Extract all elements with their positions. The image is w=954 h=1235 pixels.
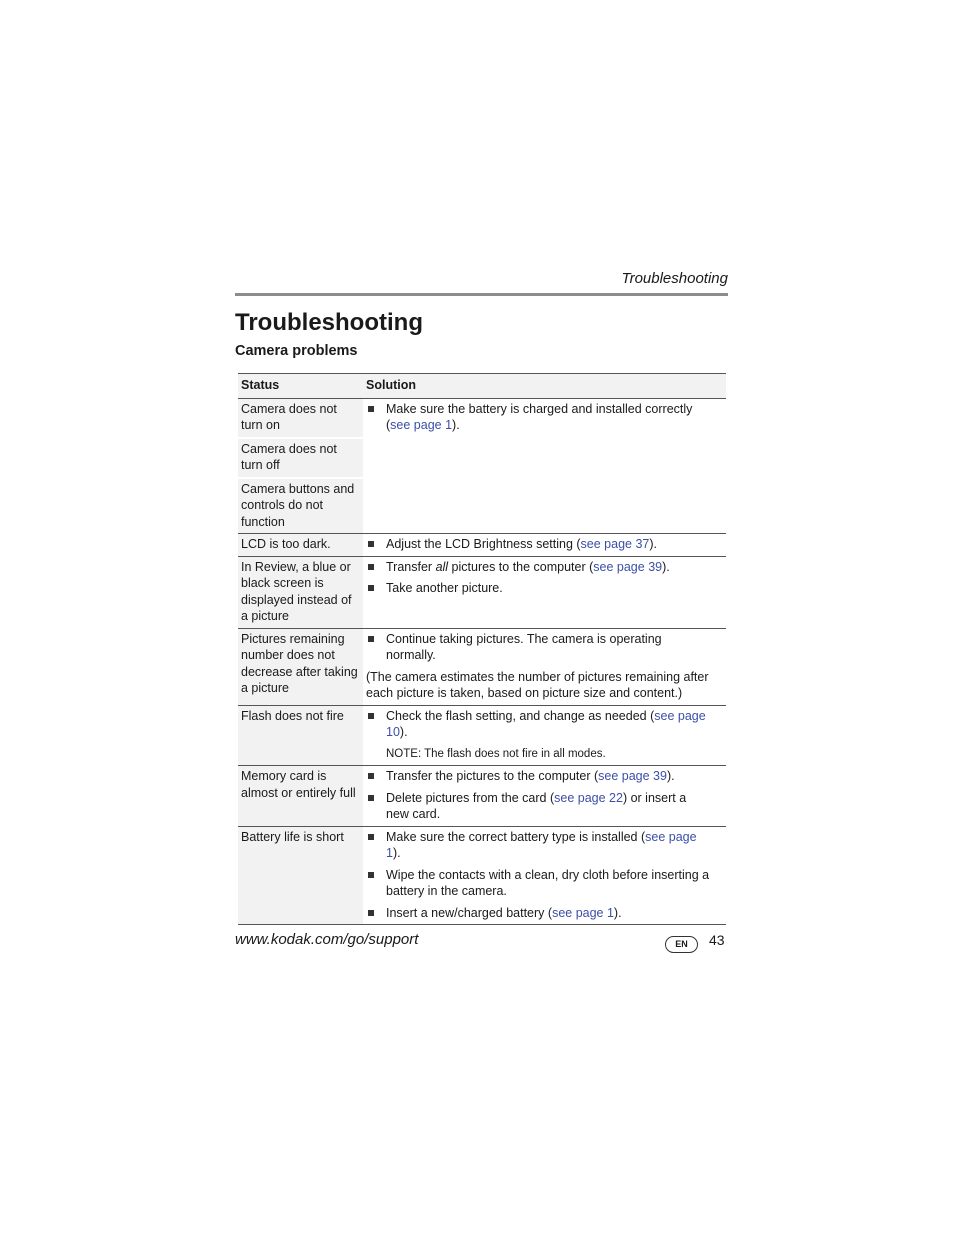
page-link[interactable]: see page 39: [598, 769, 667, 783]
flash-note: NOTE: The flash does not fire in all modes.: [386, 747, 606, 760]
status-column-header: Status: [238, 374, 363, 399]
bullet-square-icon: [368, 636, 374, 642]
solution-cell: [363, 766, 726, 827]
solution-cell: [363, 534, 726, 557]
status-cell: LCD is too dark.: [238, 534, 363, 557]
solution-bullet: Transfer the pictures to the computer (see page 39).: [366, 768, 723, 785]
status-cell: Battery life is short: [238, 826, 363, 925]
table-row: [238, 556, 726, 628]
solution-note: (The camera estimates the number of pictures remaining after each picture is taken, based on picture size and content.): [366, 669, 709, 700]
table-row: [238, 628, 726, 705]
bullet-square-icon: [368, 910, 374, 916]
solution-bullet: Wipe the contacts with a clean, dry cloth before inserting a battery in the camera.: [366, 867, 723, 900]
page-link[interactable]: see page 1: [386, 829, 697, 860]
bullet-square-icon: [368, 585, 374, 591]
status-cell: Pictures remaining number does not decrease after taking a picture: [238, 628, 363, 705]
page-link[interactable]: see page 37: [580, 537, 650, 551]
solution-cell: [363, 628, 726, 705]
solution-bullet: Make sure the correct battery type is installed (see page 1).: [366, 829, 723, 862]
bullet-square-icon: [368, 564, 374, 570]
status-cell: Camera does not turn on: [238, 398, 363, 438]
troubleshooting-table: [238, 373, 726, 925]
table-row: [238, 398, 726, 438]
solution-bullet: Transfer all pictures to the computer (see page 39).: [366, 559, 723, 576]
page-link[interactable]: see page 10: [386, 708, 706, 739]
solution-column-header: Solution: [363, 374, 726, 399]
status-cell: In Review, a blue or black screen is displayed instead of a picture: [238, 556, 363, 628]
support-url-link[interactable]: www.kodak.com/go/support: [235, 931, 419, 948]
bullet-square-icon: [368, 773, 374, 779]
page-number: 43: [709, 932, 725, 948]
section-title: Camera problems: [235, 343, 358, 359]
table-row: [238, 705, 726, 766]
solution-bullet: Make sure the battery is charged and installed correctly (see page 1).: [366, 401, 723, 434]
solution-cell: [363, 826, 726, 925]
table-row: [238, 826, 726, 925]
bullet-square-icon: [368, 834, 374, 840]
solution-bullet: Delete pictures from the card (see page 22) or insert a new card.: [366, 790, 723, 823]
status-cell: Flash does not fire: [238, 705, 363, 766]
table-row: [238, 534, 726, 557]
table-row: [238, 766, 726, 827]
page-link[interactable]: see page 1: [390, 418, 453, 432]
bullet-square-icon: [368, 406, 374, 412]
language-badge: EN: [665, 936, 698, 953]
page-link[interactable]: see page 1: [552, 905, 614, 920]
page-link[interactable]: see page 22: [554, 790, 623, 805]
status-cell: Camera does not turn off: [238, 438, 363, 478]
status-cell: Camera buttons and controls do not function: [238, 478, 363, 534]
header-rule: [235, 293, 728, 296]
solution-bullet: Continue taking pictures. The camera is operating normally.: [366, 631, 723, 664]
table-header-row: [238, 374, 726, 399]
solution-bullet: Check the flash setting, and change as needed (see page 10).: [366, 708, 723, 741]
bullet-square-icon: [368, 795, 374, 801]
solution-cell: [363, 556, 726, 628]
solution-bullet: Insert a new/charged battery (see page 1).: [366, 905, 723, 922]
running-header: Troubleshooting: [621, 270, 728, 287]
solution-bullet: Adjust the LCD Brightness setting (see page 37).: [366, 536, 723, 553]
solution-bullet: Take another picture.: [366, 580, 723, 597]
page-link[interactable]: see page 39: [593, 559, 663, 574]
bullet-square-icon: [368, 713, 374, 719]
solution-cell: [363, 398, 726, 534]
status-cell: Memory card is almost or entirely full: [238, 766, 363, 827]
bullet-square-icon: [368, 872, 374, 878]
bullet-square-icon: [368, 541, 374, 547]
page-title: Troubleshooting: [235, 309, 423, 336]
solution-cell: [363, 705, 726, 766]
